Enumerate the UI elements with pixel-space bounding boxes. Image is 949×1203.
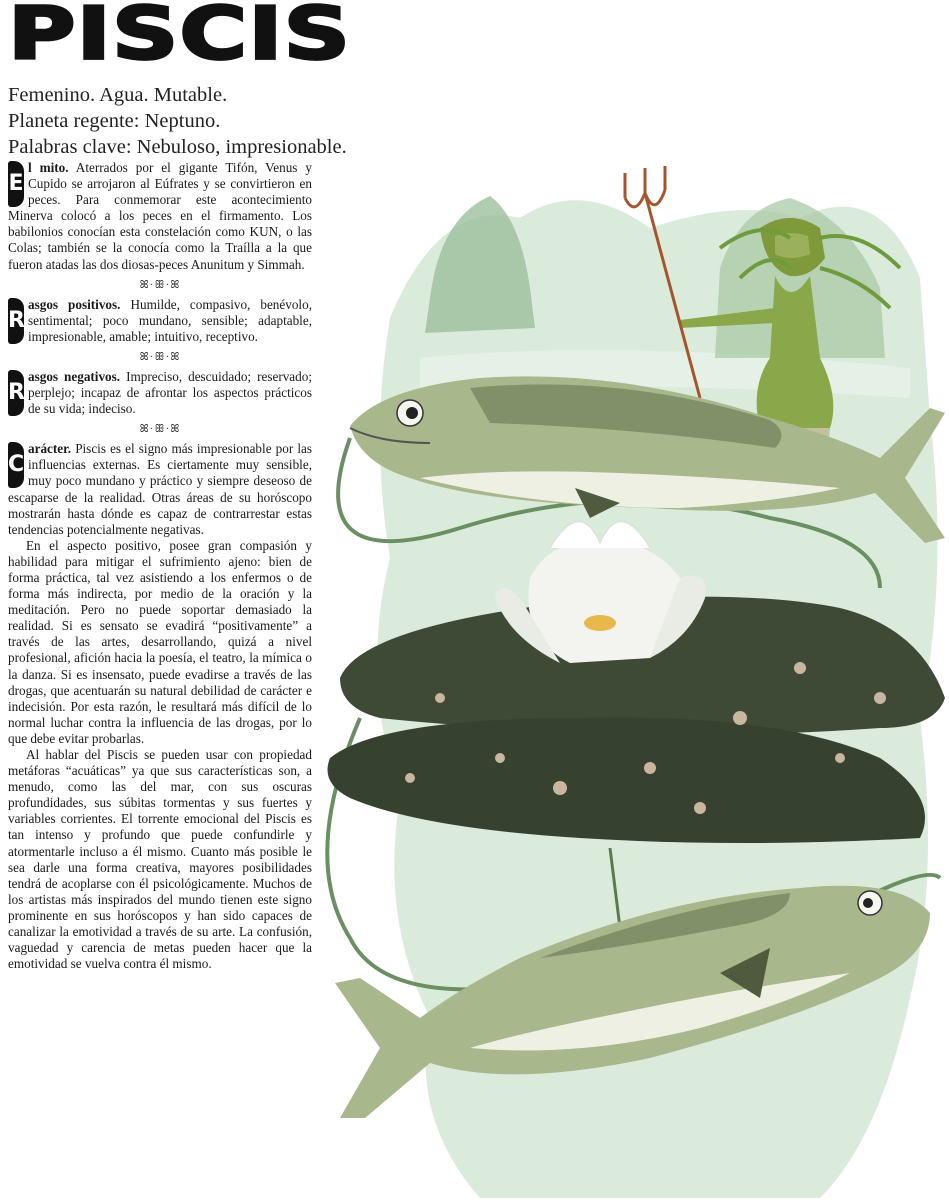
section-text: Piscis es el signo más impresionable por las influencias externas. Es ciertamente muy sensible, muy poco mundano y práctico y siempre deseoso de escaparse de la realidad. Otras áreas de su horóscopo mostrarán hasta dónde es capaz de contrarrestar estas tendencias potencialmente negativas. <box>8 441 312 537</box>
dropcap: R <box>8 370 24 416</box>
section-myth <box>8 160 312 273</box>
section-heading: asgos negativos. <box>28 368 121 384</box>
neptune-fishes-lily-illustration <box>320 158 949 1203</box>
ornament-divider: ꕤ·ꕥ·ꕤ <box>139 350 181 363</box>
section-heading: asgos positivos. <box>28 296 121 312</box>
section-text: Aterrados por el gigante Tifón, Venus y Cupido se arrojaron al Eúfrates y se convirtieron en peces. Para conmemorar este acontecimiento Minerva colocó a los peces en el firmamento. Los babilonios conocían esta constelación como KUN, o las Colas; también se la conocía como la Traílla a la que fueron atadas las dos diosas-peces Anunitum y Simmah. <box>8 160 312 272</box>
page-title: PISCIS <box>8 0 352 77</box>
section-positive-traits <box>8 297 312 345</box>
section-heading: l mito. <box>28 160 69 175</box>
rock-left <box>425 196 535 333</box>
sign-qualities: Femenino. Agua. Mutable. <box>8 84 228 106</box>
section-text: Impreciso, descuidado; reservado; perplejo; incapaz de afrontar los aspectos prácticos de su vida; indeciso. <box>28 368 313 417</box>
section-text: Humilde, compasivo, benévolo, sentimental; poco mundano, sensible; adaptable, impresionable, amable; intuitivo, receptivo. <box>28 296 312 344</box>
character-paragraph: Al hablar del Piscis se pueden usar con propiedad metáforas “acuáticas” ya que sus características son, a menudo, como las del mar, con sus oscuras profundidades, sus súbitas tormentas y sus fuertes y variables corrientes. El torrente emocional del Piscis es tan intenso y profundo que puede confundirle y atormentarle incluso a él mismo. Cuanto más posible le sea darle una forma creativa, mayores posibilidades tendrá de acoplarse con él psicológicamente. Muchos de los artistas más inspirados del mundo tienen este signo prominente en sus horóscopos y han sido capaces de canalizar la emotividad a través de su arte. La confusión, vaguedad y carencia de metas pueden hacer que la emotividad se vuelva contra él mismo. <box>8 747 312 972</box>
dropcap: R <box>8 298 24 344</box>
ornament-divider: ꕤ·ꕥ·ꕤ <box>139 423 181 436</box>
ruling-planet: Planeta regente: Neptuno. <box>8 110 221 132</box>
section-negative-traits <box>8 369 312 417</box>
keywords: Palabras clave: Nebuloso, impresionable. <box>8 136 347 158</box>
dropcap: C <box>8 442 24 488</box>
character-paragraph: En el aspecto positivo, posee gran compasión y habilidad para mitigar el sufrimiento ajeno: bien de forma práctica, tal vez asistiendo a los enfermos o de forma más indirecta, por medio de la oración y la meditación. Pero no puede soportar demasiado la realidad. Si es sensato se evadirá “positivamente” a través de las artes, desarrollando, quizá a nivel profesional, afición hacia la poesía, el teatro, la mímica o la danza. Si es insensato, puede evadirse a través de las drogas, que acentuarán su natural debilidad de carácter e indecisión. Por esta razón, le resultará más difícil de lo normal luchar contra la influencia de las drogas, por lo que debe evitar probarlas. <box>8 537 312 746</box>
article-column <box>8 160 312 972</box>
sign-summary <box>8 82 468 160</box>
ornament-divider: ꕤ·ꕥ·ꕤ <box>139 278 181 291</box>
section-heading: arácter. <box>28 441 72 457</box>
dropcap: E <box>8 161 24 207</box>
section-character <box>8 441 312 538</box>
